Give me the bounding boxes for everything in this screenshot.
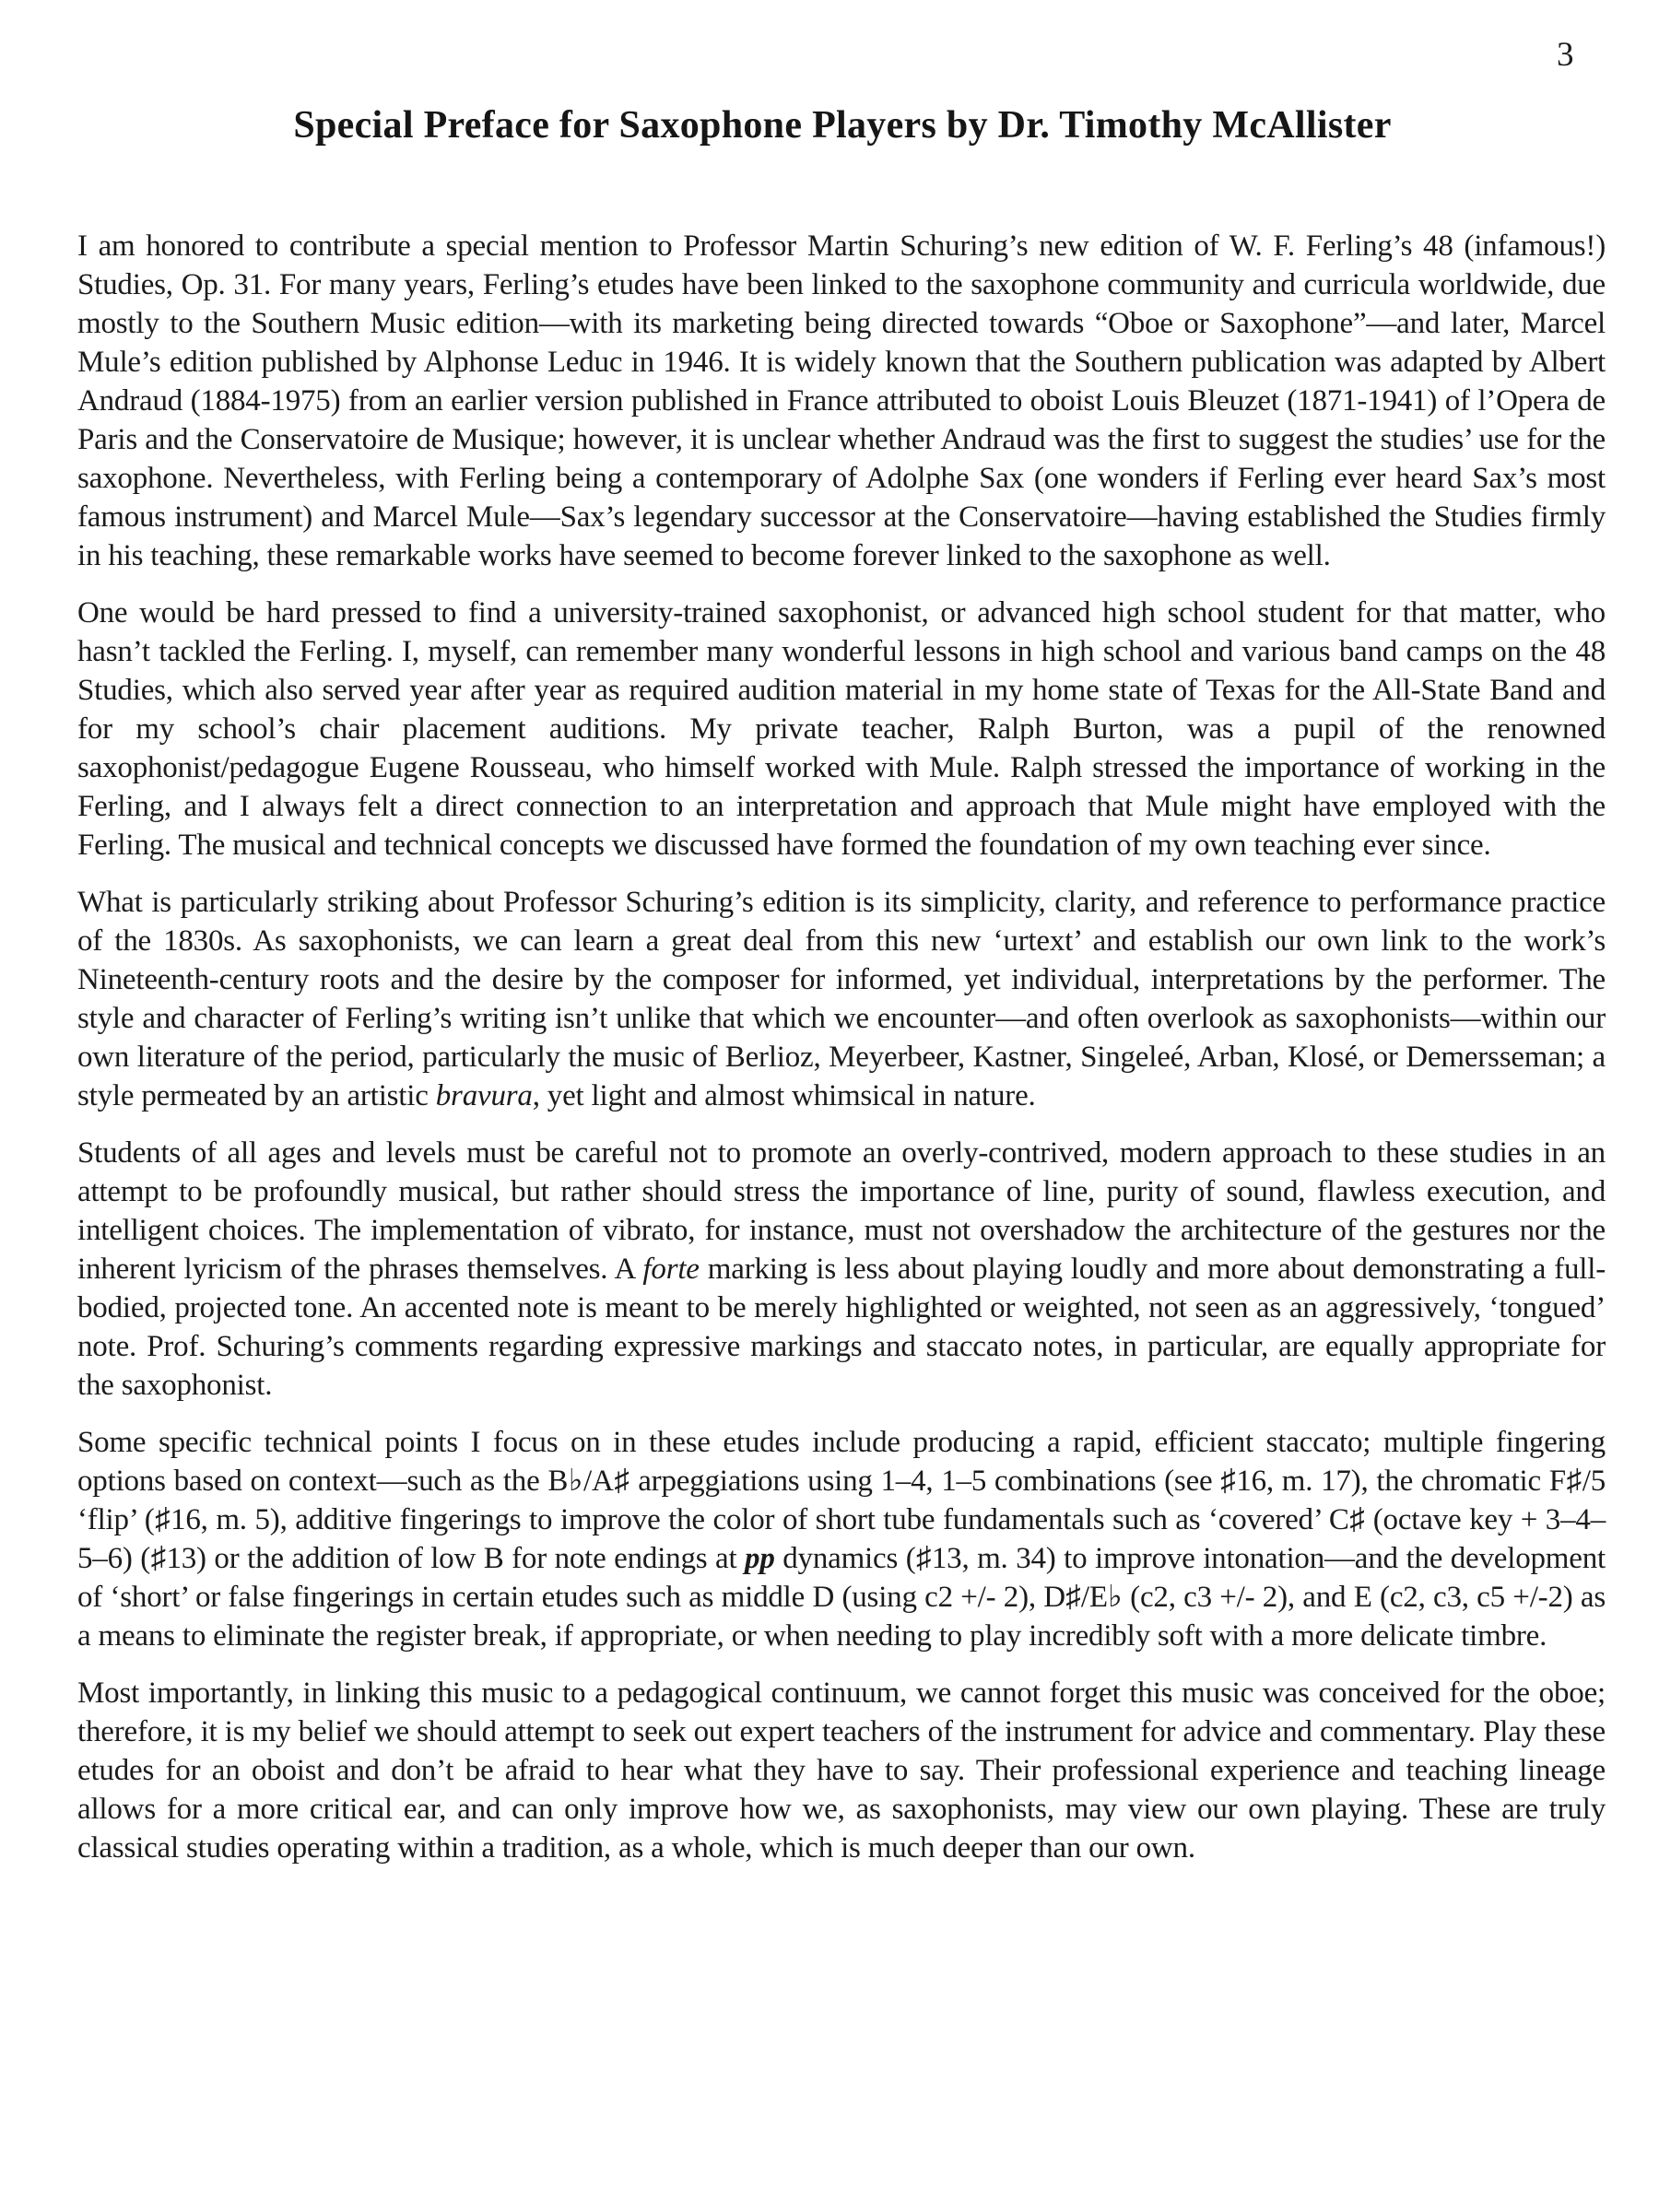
paragraph-3 — [77, 883, 1606, 1115]
text-run: I am honored to contribute a special mention to Professor Martin Schuring’s new edition of W. F. Ferling’s 48 (infamous!) Studies, Op. 31. For many years, Ferling’s etudes have been linked to the saxophone community and curricula worldwide, due mostly to the Southern Music edition—with its marketing being directed towards “Oboe or Saxophone”—and later, Marcel Mule’s edition published by Alphonse Leduc in 1946. It is widely known that the Southern publication was adapted by Albert Andraud (1884-1975) from an earlier version published in France attributed to oboist Louis Bleuzet (1871-1941) of l’Opera de Paris and the Conservatoire de Musique; however, it is unclear whether Andraud was the first to suggest the studies’ use for the saxophone. Nevertheless, with Ferling being a contemporary of Adolphe Sax (one wonders if Ferling ever heard Sax’s most famous instrument) and Marcel Mule—Sax’s legendary successor at the Conservatoire—having established the Studies firmly in his teaching, these remarkable works have seemed to become forever linked to the saxophone as well. — [77, 229, 1606, 572]
paragraph-1 — [77, 227, 1606, 575]
preface-content — [77, 227, 1606, 1886]
text-run: Students of all ages and levels must be careful not to promote an overly-contrived, modern approach to these studies in an attempt to be profoundly musical, but rather should stress the importance of line, purity of sound, flawless execution, and intelligent choices. The implementation of vibrato, for instance, must not overshadow the architecture of the gestures nor the inherent lyricism of the phrases themselves. A — [77, 1136, 1606, 1286]
text-run: marking is less about playing loudly and more about demonstrating a full-bodied, projected tone. An accented note is meant to be merely highlighted or weighted, not seen as an aggressively, ‘tongued’ note. Prof. Schuring’s comments regarding expressive markings and staccato notes, in particular, are equally appropriate for the saxophonist. — [77, 1253, 1606, 1402]
paragraph-5 — [77, 1423, 1606, 1655]
text-run: Most importantly, in linking this music to a pedagogical continuum, we cannot forget this music was conceived for the oboe; therefore, it is my belief we should attempt to seek out expert teachers of the instrument for advice and commentary. Play these etudes for an oboist and don’t be afraid to hear what they have to say. Their professional experience and teaching lineage allows for a more critical ear, and can only improve how we, as saxophonists, may view our own playing. These are truly classical studies operating within a tradition, as a whole, which is much deeper than our own. — [77, 1677, 1606, 1865]
text-run: dynamics (♯13, m. 34) to improve intonation—and the development of ‘short’ or false fingerings in certain etudes such as middle D (using c2 +/- 2), D♯/E♭ (c2, c3 +/- 2), and E (c2, c3, c5 +/-2) as a means to eliminate the register break, if appropriate, or when needing to play incredibly soft with a more delicate timbre. — [77, 1542, 1606, 1653]
text-run: pp — [745, 1542, 775, 1575]
text-run: One would be hard pressed to find a university-trained saxophonist, or advanced high school student for that matter, who hasn’t tackled the Ferling. I, myself, can remember many wonderful lessons in high school and various band camps on the 48 Studies, which also served year after year as required audition material in my home state of Texas for the All-State Band and for my school’s chair placement auditions. My private teacher, Ralph Burton, was a pupil of the renowned saxophonist/pedagogue Eugene Rousseau, who himself worked with Mule. Ralph stressed the importance of working in the Ferling, and I always felt a direct connection to an interpretation and approach that Mule might have employed with the Ferling. The musical and technical concepts we discussed have formed the foundation of my own teaching ever since. — [77, 596, 1606, 862]
text-run: , yet light and almost whimsical in nature. — [532, 1079, 1036, 1112]
text-run: Some specific technical points I focus on in these etudes include producing a rapid, efficient staccato; multiple fingering options based on context—such as the B♭/A♯ arpeggiations using 1–4, 1–5 combinations (see ♯16, m. 17), the chromatic F♯/5 ‘flip’ (♯16, m. 5), additive fingerings to improve the color of short tube fundamentals such as ‘covered’ C♯ (octave key + 3–4–5–6) (♯13) or the addition of low B for note endings at — [77, 1426, 1606, 1575]
text-run: bravura — [435, 1079, 533, 1112]
paragraph-2 — [77, 594, 1606, 865]
paragraph-4 — [77, 1134, 1606, 1405]
page-number: 3 — [1557, 36, 1574, 74]
text-run: forte — [642, 1253, 700, 1286]
page-title: Special Preface for Saxophone Players by Dr. Timothy McAllister — [293, 104, 1392, 147]
paragraph-6 — [77, 1674, 1606, 1867]
text-run: What is particularly striking about Professor Schuring’s edition is its simplicity, clarity, and reference to performance practice of the 1830s. As saxophonists, we can learn a great deal from this new ‘urtext’ and establish our own link to the work’s Nineteenth-century roots and the desire by the composer for informed, yet individual, interpretations by the performer. The style and character of Ferling’s writing isn’t unlike that which we encounter—and often overlook as saxophonists—within our own literature of the period, particularly the music of Berlioz, Meyerbeer, Kastner, Singeleé, Arban, Klosé, or Demersseman; a style permeated by an artistic — [77, 886, 1606, 1112]
